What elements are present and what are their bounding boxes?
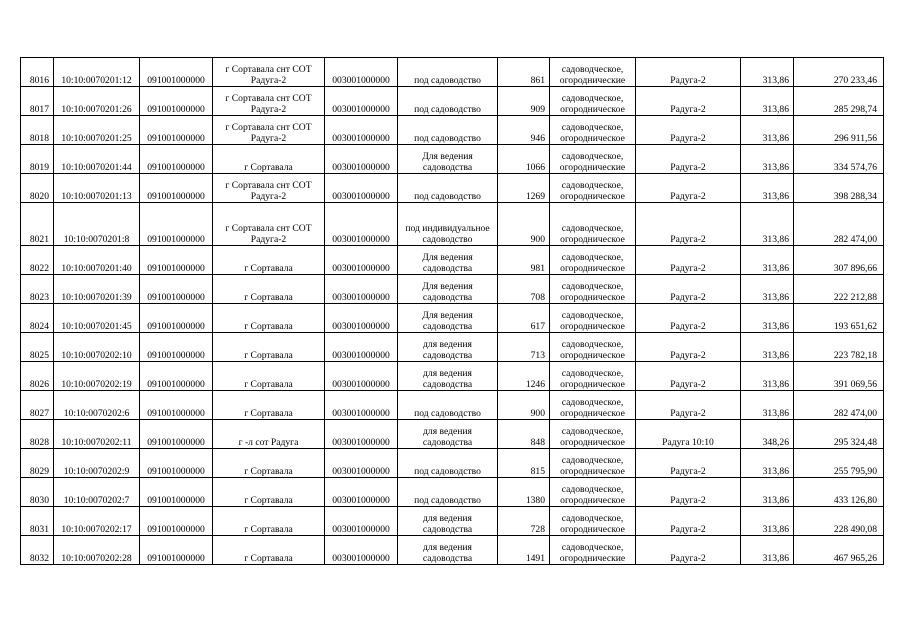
area-cell: 1066 (498, 145, 550, 174)
cadastral-number-cell: 10:10:0070201:12 (54, 58, 140, 87)
land-category-cell: садоводческое, огородническое (550, 478, 636, 507)
cadastral-number-cell: 10:10:0070202:19 (54, 362, 140, 391)
area-cell: 1269 (498, 174, 550, 203)
cadastral-value-cell: 334 574,76 (794, 145, 884, 174)
address-cell: г Сортавала снт СОТ Радуга-2 (213, 203, 325, 246)
cadastral-number-cell: 10:10:0070202:7 (54, 478, 140, 507)
cadastral-value-cell: 223 782,18 (794, 333, 884, 362)
specific-value-cell: 313,86 (741, 203, 794, 246)
specific-value-cell: 313,86 (741, 275, 794, 304)
permitted-use-cell: для ведения садоводства (398, 420, 498, 449)
address-cell: г Сортавала (213, 478, 325, 507)
land-category-cell: садоводческое, огородническое (550, 304, 636, 333)
cadastral-value-cell: 296 911,56 (794, 116, 884, 145)
address-cell: г Сортавала (213, 333, 325, 362)
oktmo-code-cell: 003001000000 (325, 507, 398, 536)
row-number-cell: 8023 (21, 275, 54, 304)
table-row (21, 145, 884, 174)
cadastral-value-cell: 222 212,88 (794, 275, 884, 304)
okato-code-cell: 091001000000 (140, 536, 213, 565)
land-category-cell: садоводческое, огородническое (550, 507, 636, 536)
land-register-table (20, 57, 884, 565)
group-name-cell: Радуга 10:10 (636, 420, 741, 449)
cadastral-number-cell: 10:10:0070201:45 (54, 304, 140, 333)
land-category-cell: садоводческое, огородническое (550, 87, 636, 116)
row-number-cell: 8017 (21, 87, 54, 116)
okato-code-cell: 091001000000 (140, 304, 213, 333)
row-number-cell: 8019 (21, 145, 54, 174)
area-cell: 713 (498, 333, 550, 362)
oktmo-code-cell: 003001000000 (325, 478, 398, 507)
table-row (21, 246, 884, 275)
address-cell: г Сортавала (213, 304, 325, 333)
cadastral-value-cell: 391 069,56 (794, 362, 884, 391)
specific-value-cell: 348,26 (741, 420, 794, 449)
group-name-cell: Радуга-2 (636, 304, 741, 333)
oktmo-code-cell: 003001000000 (325, 420, 398, 449)
okato-code-cell: 091001000000 (140, 58, 213, 87)
row-number-cell: 8021 (21, 203, 54, 246)
cadastral-number-cell: 10:10:0070202:9 (54, 449, 140, 478)
specific-value-cell: 313,86 (741, 333, 794, 362)
address-cell: г Сортавала (213, 507, 325, 536)
cadastral-value-cell: 255 795,90 (794, 449, 884, 478)
row-number-cell: 8025 (21, 333, 54, 362)
oktmo-code-cell: 003001000000 (325, 362, 398, 391)
permitted-use-cell: Для ведения садоводства (398, 145, 498, 174)
cadastral-value-cell: 282 474,00 (794, 391, 884, 420)
cadastral-number-cell: 10:10:0070202:6 (54, 391, 140, 420)
row-number-cell: 8026 (21, 362, 54, 391)
oktmo-code-cell: 003001000000 (325, 145, 398, 174)
permitted-use-cell: под садоводство (398, 449, 498, 478)
specific-value-cell: 313,86 (741, 87, 794, 116)
permitted-use-cell: под садоводство (398, 87, 498, 116)
table-row (21, 304, 884, 333)
row-number-cell: 8016 (21, 58, 54, 87)
group-name-cell: Радуга-2 (636, 536, 741, 565)
okato-code-cell: 091001000000 (140, 507, 213, 536)
specific-value-cell: 313,86 (741, 246, 794, 275)
address-cell: г Сортавала снт СОТ Радуга-2 (213, 58, 325, 87)
address-cell: г Сортавала снт СОТ Радуга-2 (213, 87, 325, 116)
permitted-use-cell: Для ведения садоводства (398, 246, 498, 275)
address-cell: г -л сот Радуга (213, 420, 325, 449)
oktmo-code-cell: 003001000000 (325, 391, 398, 420)
okato-code-cell: 091001000000 (140, 116, 213, 145)
area-cell: 946 (498, 116, 550, 145)
area-cell: 1380 (498, 478, 550, 507)
permitted-use-cell: под садоводство (398, 174, 498, 203)
specific-value-cell: 313,86 (741, 362, 794, 391)
address-cell: г Сортавала (213, 449, 325, 478)
land-category-cell: садоводческое, огородническое (550, 333, 636, 362)
okato-code-cell: 091001000000 (140, 246, 213, 275)
address-cell: г Сортавала снт СОТ Радуга-2 (213, 174, 325, 203)
row-number-cell: 8027 (21, 391, 54, 420)
cadastral-number-cell: 10:10:0070201:44 (54, 145, 140, 174)
okato-code-cell: 091001000000 (140, 362, 213, 391)
oktmo-code-cell: 003001000000 (325, 87, 398, 116)
land-category-cell: садоводческое, огороднические (550, 145, 636, 174)
cadastral-number-cell: 10:10:0070202:17 (54, 507, 140, 536)
area-cell: 617 (498, 304, 550, 333)
row-number-cell: 8029 (21, 449, 54, 478)
row-number-cell: 8030 (21, 478, 54, 507)
cadastral-value-cell: 282 474,00 (794, 203, 884, 246)
permitted-use-cell: для ведения садоводства (398, 362, 498, 391)
permitted-use-cell: Для ведения садоводства (398, 275, 498, 304)
address-cell: г Сортавала (213, 246, 325, 275)
group-name-cell: Радуга-2 (636, 87, 741, 116)
group-name-cell: Радуга-2 (636, 58, 741, 87)
okato-code-cell: 091001000000 (140, 145, 213, 174)
land-category-cell: садоводческое, огородническое (550, 246, 636, 275)
specific-value-cell: 313,86 (741, 507, 794, 536)
table-row (21, 333, 884, 362)
group-name-cell: Радуга-2 (636, 275, 741, 304)
cadastral-number-cell: 10:10:0070201:40 (54, 246, 140, 275)
land-category-cell: садоводческое, огородническое (550, 420, 636, 449)
table-row (21, 174, 884, 203)
land-category-cell: садоводческое, огородническое (550, 275, 636, 304)
group-name-cell: Радуга-2 (636, 449, 741, 478)
cadastral-number-cell: 10:10:0070201:25 (54, 116, 140, 145)
land-category-cell: садоводческое, огородническое (550, 391, 636, 420)
area-cell: 848 (498, 420, 550, 449)
permitted-use-cell: для ведения садоводства (398, 333, 498, 362)
okato-code-cell: 091001000000 (140, 391, 213, 420)
permitted-use-cell: под садоводство (398, 478, 498, 507)
specific-value-cell: 313,86 (741, 116, 794, 145)
cadastral-number-cell: 10:10:0070201:39 (54, 275, 140, 304)
area-cell: 900 (498, 391, 550, 420)
group-name-cell: Радуга-2 (636, 174, 741, 203)
cadastral-value-cell: 270 233,46 (794, 58, 884, 87)
okato-code-cell: 091001000000 (140, 420, 213, 449)
table-row (21, 58, 884, 87)
row-number-cell: 8022 (21, 246, 54, 275)
cadastral-number-cell: 10:10:0070202:10 (54, 333, 140, 362)
area-cell: 1491 (498, 536, 550, 565)
okato-code-cell: 091001000000 (140, 478, 213, 507)
oktmo-code-cell: 003001000000 (325, 174, 398, 203)
area-cell: 981 (498, 246, 550, 275)
cadastral-value-cell: 467 965,26 (794, 536, 884, 565)
row-number-cell: 8032 (21, 536, 54, 565)
table-row (21, 449, 884, 478)
cadastral-value-cell: 193 651,62 (794, 304, 884, 333)
area-cell: 909 (498, 87, 550, 116)
address-cell: г Сортавала (213, 391, 325, 420)
table-row (21, 536, 884, 565)
table-row (21, 391, 884, 420)
row-number-cell: 8031 (21, 507, 54, 536)
table-row (21, 203, 884, 246)
area-cell: 815 (498, 449, 550, 478)
permitted-use-cell: для ведения садоводства (398, 507, 498, 536)
row-number-cell: 8020 (21, 174, 54, 203)
okato-code-cell: 091001000000 (140, 275, 213, 304)
oktmo-code-cell: 003001000000 (325, 203, 398, 246)
group-name-cell: Радуга-2 (636, 507, 741, 536)
row-number-cell: 8028 (21, 420, 54, 449)
oktmo-code-cell: 003001000000 (325, 333, 398, 362)
cadastral-number-cell: 10:10:0070201:8 (54, 203, 140, 246)
land-category-cell: садоводческое, огородническое (550, 362, 636, 391)
row-number-cell: 8018 (21, 116, 54, 145)
cadastral-value-cell: 433 126,80 (794, 478, 884, 507)
cadastral-number-cell: 10:10:0070202:28 (54, 536, 140, 565)
cadastral-number-cell: 10:10:0070202:11 (54, 420, 140, 449)
land-category-cell: садоводческое, огородническое (550, 116, 636, 145)
table-row (21, 507, 884, 536)
table-row (21, 420, 884, 449)
address-cell: г Сортавала (213, 145, 325, 174)
cadastral-value-cell: 307 896,66 (794, 246, 884, 275)
land-category-cell: садоводческое, огородническое (550, 449, 636, 478)
permitted-use-cell: под садоводство (398, 391, 498, 420)
cadastral-value-cell: 295 324,48 (794, 420, 884, 449)
group-name-cell: Радуга-2 (636, 116, 741, 145)
permitted-use-cell: под индивидуальное садоводство (398, 203, 498, 246)
oktmo-code-cell: 003001000000 (325, 275, 398, 304)
address-cell: г Сортавала снт СОТ Радуга-2 (213, 116, 325, 145)
address-cell: г Сортавала (213, 275, 325, 304)
okato-code-cell: 091001000000 (140, 203, 213, 246)
specific-value-cell: 313,86 (741, 536, 794, 565)
specific-value-cell: 313,86 (741, 304, 794, 333)
address-cell: г Сортавала (213, 362, 325, 391)
permitted-use-cell: под садоводство (398, 58, 498, 87)
cadastral-value-cell: 285 298,74 (794, 87, 884, 116)
group-name-cell: Радуга-2 (636, 333, 741, 362)
oktmo-code-cell: 003001000000 (325, 304, 398, 333)
address-cell: г Сортавала (213, 536, 325, 565)
area-cell: 861 (498, 58, 550, 87)
land-category-cell: садоводческое, огородническое (550, 203, 636, 246)
table-row (21, 275, 884, 304)
okato-code-cell: 091001000000 (140, 449, 213, 478)
land-category-cell: садоводческое, огороднические (550, 58, 636, 87)
oktmo-code-cell: 003001000000 (325, 246, 398, 275)
group-name-cell: Радуга-2 (636, 362, 741, 391)
okato-code-cell: 091001000000 (140, 87, 213, 116)
oktmo-code-cell: 003001000000 (325, 58, 398, 87)
oktmo-code-cell: 003001000000 (325, 449, 398, 478)
table-body (21, 58, 884, 565)
land-category-cell: садоводческое, огороднические (550, 536, 636, 565)
cadastral-number-cell: 10:10:0070201:13 (54, 174, 140, 203)
cadastral-value-cell: 398 288,34 (794, 174, 884, 203)
group-name-cell: Радуга-2 (636, 246, 741, 275)
okato-code-cell: 091001000000 (140, 333, 213, 362)
permitted-use-cell: под садоводство (398, 116, 498, 145)
cadastral-value-cell: 228 490,08 (794, 507, 884, 536)
area-cell: 728 (498, 507, 550, 536)
group-name-cell: Радуга-2 (636, 145, 741, 174)
area-cell: 900 (498, 203, 550, 246)
group-name-cell: Радуга-2 (636, 391, 741, 420)
area-cell: 708 (498, 275, 550, 304)
table-row (21, 87, 884, 116)
row-number-cell: 8024 (21, 304, 54, 333)
table-row (21, 362, 884, 391)
permitted-use-cell: Для ведения садоводства (398, 304, 498, 333)
specific-value-cell: 313,86 (741, 174, 794, 203)
specific-value-cell: 313,86 (741, 478, 794, 507)
okato-code-cell: 091001000000 (140, 174, 213, 203)
group-name-cell: Радуга-2 (636, 203, 741, 246)
oktmo-code-cell: 003001000000 (325, 536, 398, 565)
table-row (21, 116, 884, 145)
specific-value-cell: 313,86 (741, 391, 794, 420)
area-cell: 1246 (498, 362, 550, 391)
permitted-use-cell: для ведения садоводства (398, 536, 498, 565)
specific-value-cell: 313,86 (741, 58, 794, 87)
group-name-cell: Радуга-2 (636, 478, 741, 507)
specific-value-cell: 313,86 (741, 145, 794, 174)
cadastral-number-cell: 10:10:0070201:26 (54, 87, 140, 116)
oktmo-code-cell: 003001000000 (325, 116, 398, 145)
table-row (21, 478, 884, 507)
land-category-cell: садоводческое, огородническое (550, 174, 636, 203)
specific-value-cell: 313,86 (741, 449, 794, 478)
